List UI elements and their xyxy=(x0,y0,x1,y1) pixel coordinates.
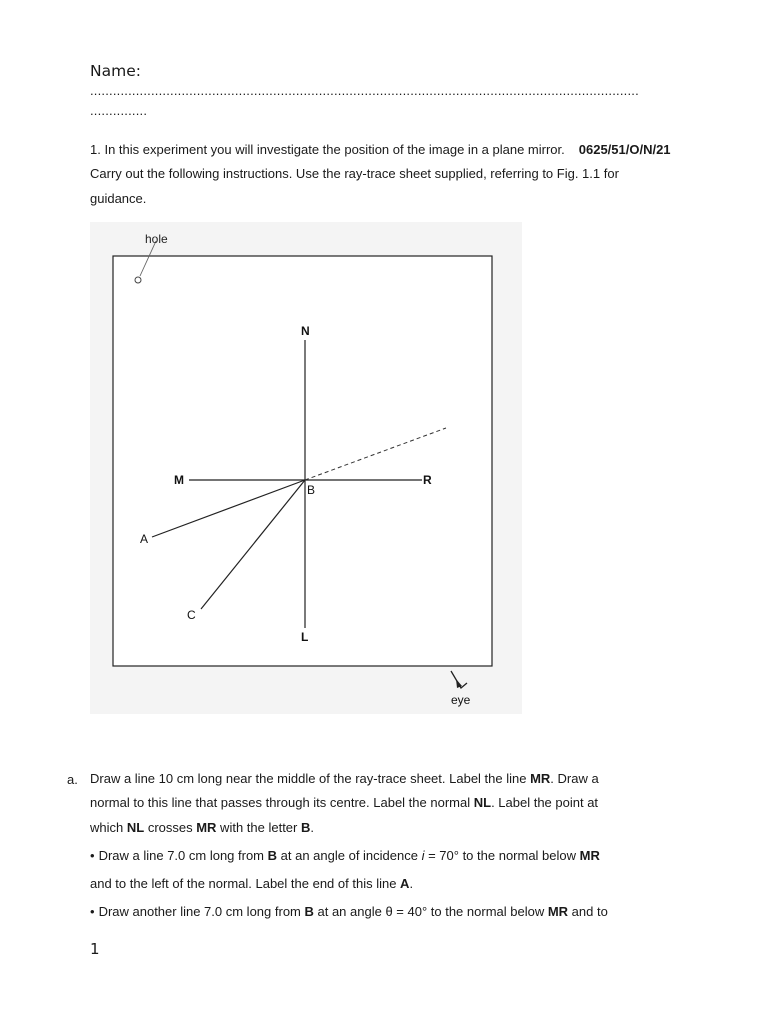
question-intro-line-2: Carry out the following instructions. Use the ray-trace sheet supplied, referring to Fig. 1.1 for xyxy=(90,166,619,181)
label-B-ref: B xyxy=(267,848,278,863)
label-B: B xyxy=(307,483,316,497)
label-N: N xyxy=(301,324,310,338)
part-a-text: . xyxy=(310,820,314,835)
part-a-bullet-2 xyxy=(90,905,608,918)
label-MR-ref: MR xyxy=(579,848,600,863)
part-a-text: and to the left of the normal. Label the end of this line xyxy=(90,876,401,891)
hole-marker xyxy=(135,277,141,283)
part-a-text: at an angle θ = 40° to the normal below xyxy=(313,904,548,919)
part-a-text: . Label the point at xyxy=(491,795,599,810)
name-answer-line: ................................................................................................................................................ xyxy=(90,84,639,97)
ray-trace-sheet-border xyxy=(113,256,492,666)
part-a-text: . Draw a xyxy=(550,771,599,786)
label-NL-ref: NL xyxy=(126,820,145,835)
label-NL-ref: NL xyxy=(473,795,492,810)
part-a-text: Draw a line 10 cm long near the middle of the ray-trace sheet. Label the line xyxy=(90,771,531,786)
question-intro-line-3: guidance. xyxy=(90,191,147,206)
label-MR-ref: MR xyxy=(530,771,551,786)
label-B-ref: B xyxy=(304,904,314,919)
part-a-line-3 xyxy=(90,821,314,834)
part-a-text: = 70° to the normal below xyxy=(424,848,580,863)
label-R: R xyxy=(423,473,432,487)
part-a-text: normal to this line that passes through its centre. Label the normal xyxy=(90,795,474,810)
part-a-text: . xyxy=(409,876,414,891)
label-eye: eye xyxy=(451,693,471,707)
ray-trace-figure xyxy=(90,222,522,714)
part-a-text: Draw another line 7.0 cm long from xyxy=(98,904,305,919)
label-MR-ref: MR xyxy=(547,904,569,919)
part-a-marker: a. xyxy=(67,772,78,787)
part-a-text: which xyxy=(90,820,127,835)
question-text: 1. In this experiment you will investigate the position of the image in a plane mirror. xyxy=(90,142,565,157)
part-a-bullet-1-continued xyxy=(90,877,413,890)
part-a-text: Draw a line 7.0 cm long from xyxy=(98,848,268,863)
label-MR-ref: MR xyxy=(196,820,217,835)
angle-symbol-i: i xyxy=(421,848,425,863)
bullet-icon: • xyxy=(90,848,95,863)
part-a-text: and to xyxy=(568,904,608,919)
part-a-bullet-1 xyxy=(90,849,600,862)
name-answer-line-continued: ............... xyxy=(90,104,148,117)
part-a-text: with the letter xyxy=(216,820,301,835)
part-a-line-1 xyxy=(90,772,599,785)
label-A: A xyxy=(140,532,149,546)
bullet-icon: • xyxy=(90,904,95,919)
label-A-ref: A xyxy=(400,876,410,891)
hole-label: hole xyxy=(145,232,168,246)
paper-reference: 0625/51/O/N/21 xyxy=(578,142,671,157)
label-M: M xyxy=(174,473,184,487)
part-a-text: crosses xyxy=(144,820,197,835)
label-B-ref: B xyxy=(300,820,311,835)
label-L: L xyxy=(301,630,309,644)
question-intro-line-1 xyxy=(90,143,671,156)
page-number: 1 xyxy=(90,940,100,958)
label-C: C xyxy=(187,608,196,622)
name-label: Name: xyxy=(90,62,141,80)
part-a-text: at an angle of incidence xyxy=(277,848,422,863)
part-a-line-2 xyxy=(90,796,598,809)
